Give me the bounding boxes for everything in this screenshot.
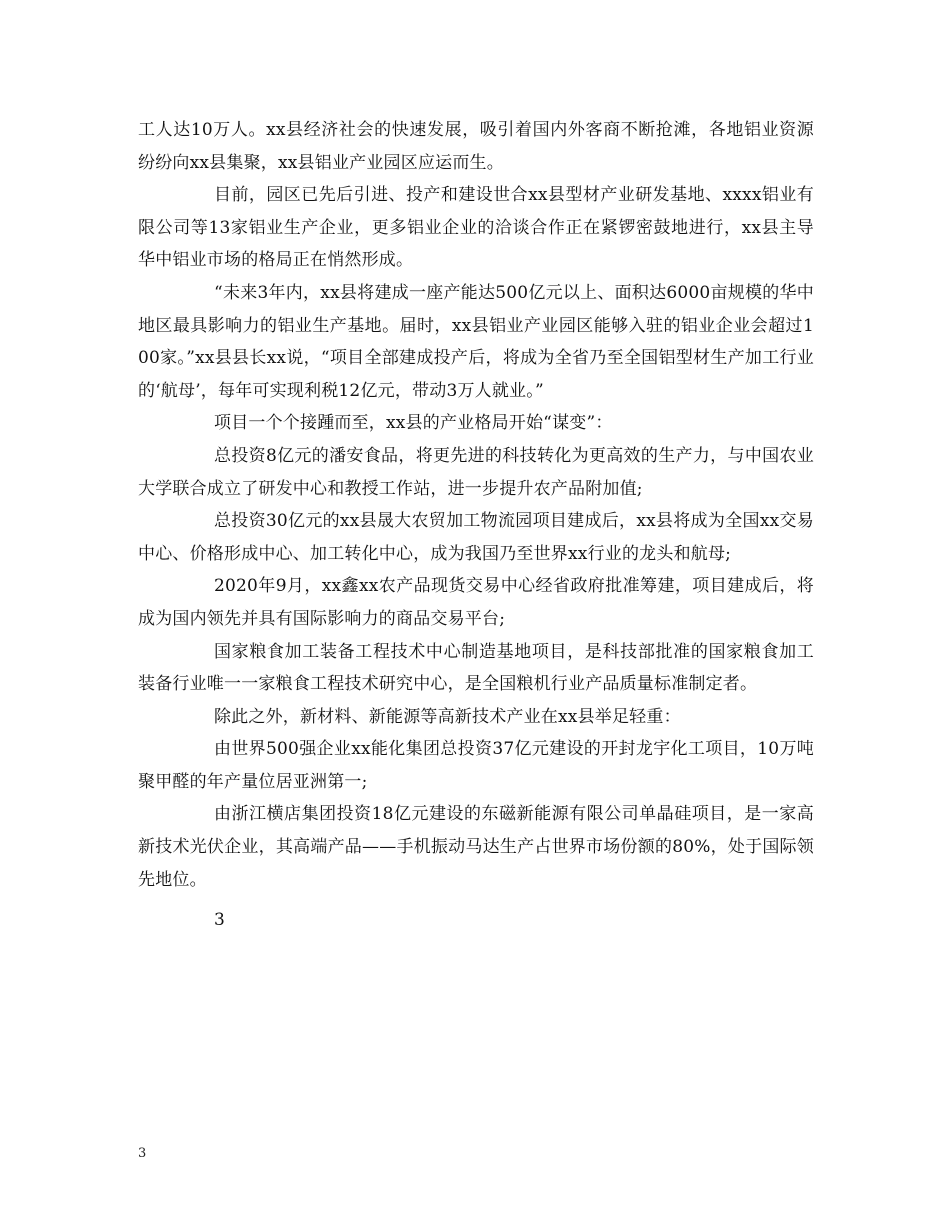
paragraph-continuation: 工人达10万人。xx县经济社会的快速发展，吸引着国内外客商不断抢滩，各地铝业资源纷纷向xx县集聚，xx县铝业产业园区应运而生。 [138,120,814,173]
paragraph: 由浙江横店集团投资18亿元建设的东磁新能源有限公司单晶硅项目，是一家高新技术光伏企业，其高端产品——手机振动马达生产占世界市场份额的80%，处于国际领先地位。 [138,804,814,890]
footer-page-number: 3 [138,1146,147,1161]
paragraph: 国家粮食加工装备工程技术中心制造基地项目，是科技部批准的国家粮食加工装备行业唯一一家粮食工程技术研究中心，是全国粮机行业产品质量标准制定者。 [138,641,814,695]
document-body [138,114,814,936]
inline-page-number: 3 [214,910,225,931]
paragraph: 由世界500强企业xx能化集团总投资37亿元建设的开封龙宇化工项目，10万吨聚甲醛的年产量位居亚洲第一; [138,739,814,792]
paragraph: 除此之外，新材料、新能源等高新技术产业在xx县举足轻重： [214,706,681,727]
paragraph: 目前，园区已先后引进、投产和建设世合xx县型材产业研发基地、xxxx铝业有限公司等13家铝业生产企业，更多铝业企业的洽谈合作正在紧锣密鼓地进行，xx县主导华中铝业市场的格局正在悄然形成。 [138,185,814,271]
paragraph: “未来3年内，xx县将建成一座产能达500亿元以上、面积达6000亩规模的华中地区最具影响力的铝业生产基地。届时，xx县铝业产业园区能够入驻的铝业企业会超过100家。”xx县县长xx说，“项目全部建成投产后，将成为全省乃至全国铝型材生产加工行业的‘航母’，每年可实现利税12亿元，带动3万人就业。” [138,282,814,401]
paragraph: 总投资8亿元的潘安食品，将更先进的科技转化为更高效的生产力，与中国农业大学联合成立了研发中心和教授工作站，进一步提升农产品附加值; [138,445,814,499]
paragraph: 总投资30亿元的xx县晟大农贸加工物流园项目建成后，xx县将成为全国xx交易中心、价格形成中心、加工转化中心，成为我国乃至世界xx行业的龙头和航母; [138,511,814,564]
paragraph: 2020年9月，xx鑫xx农产品现货交易中心经省政府批准筹建，项目建成后，将成为国内领先并具有国际影响力的商品交易平台; [138,576,814,629]
paragraph: 项目一个个接踵而至，xx县的产业格局开始“谋变”： [214,413,613,434]
